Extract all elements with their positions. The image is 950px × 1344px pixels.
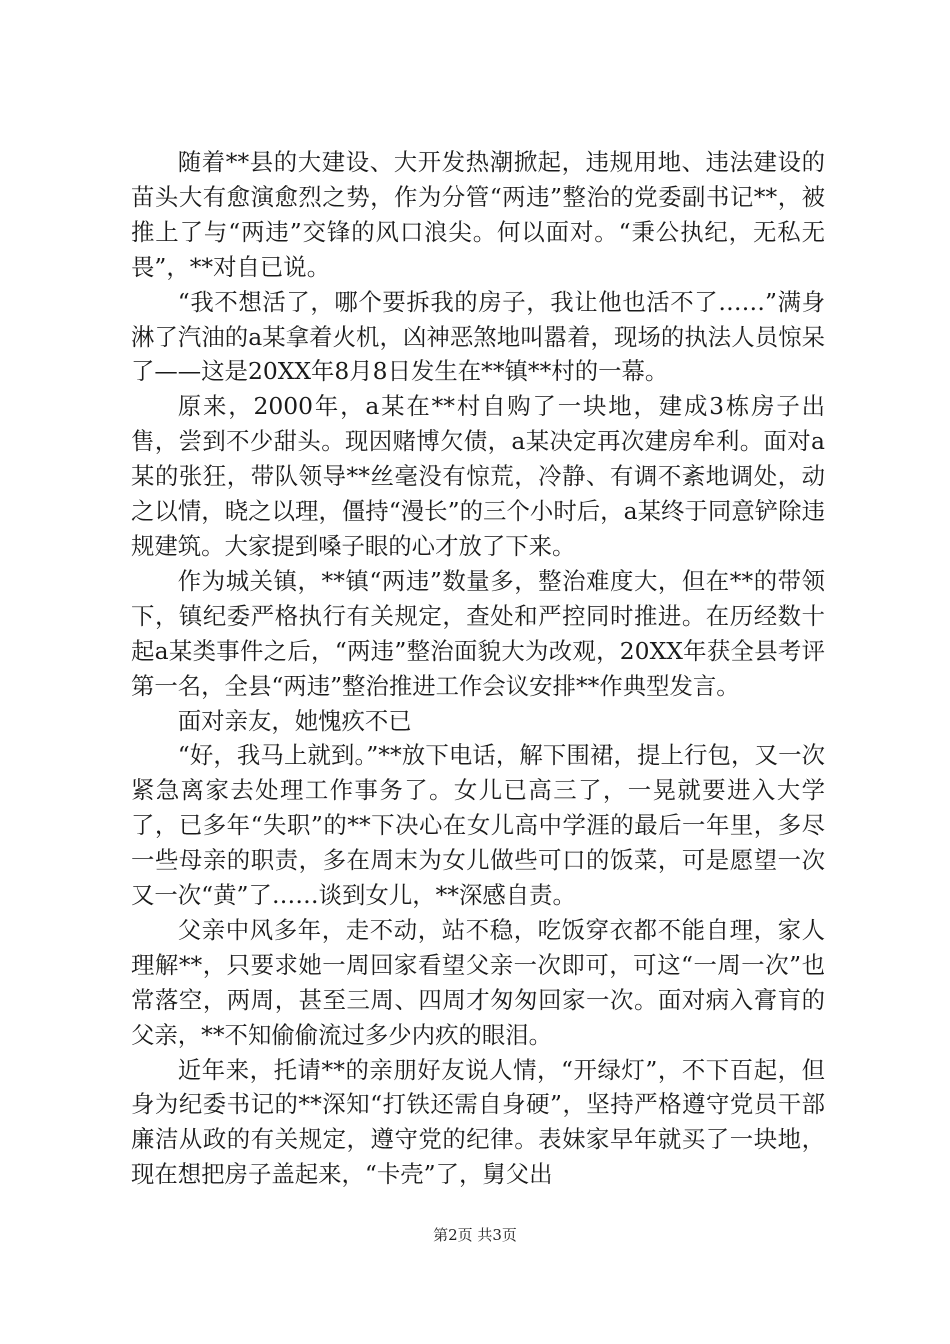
document-body: [131, 145, 825, 1192]
page-number-footer: 第2页 共3页: [433, 1226, 517, 1244]
paragraph: 父亲中风多年，走不动，站不稳，吃饭穿衣都不能自理，家人理解**，只要求她一周回家看望父亲一次即可，可这“一周一次”也常落空，两周，甚至三周、四周才匆匆回家一次。面对病入膏肓的父亲，**不知偷偷流过多少内疚的眼泪。: [131, 915, 825, 1049]
paragraph: 作为城关镇，**镇“两违”数量多，整治难度大，但在**的带领下，镇纪委严格执行有关规定，查处和严控同时推进。在历经数十起a某类事件之后，“两违”整治面貌大为改观，20XX年获全县考评第一名，全县“两违”整治推进工作会议安排**作典型发言。: [131, 566, 825, 700]
paragraph: “我不想活了，哪个要拆我的房子，我让他也活不了……”满身淋了汽油的a某拿着火机，凶神恶煞地叫嚣着，现场的执法人员惊呆了——这是20XX年8月8日发生在**镇**村的一幕。: [131, 287, 825, 386]
section-heading: 面对亲友，她愧疚不已: [177, 706, 412, 735]
paragraph: 原来，2000年，a某在**村自购了一块地，建成3栋房子出售，尝到不少甜头。现因赌博欠债，a某决定再次建房牟利。面对a某的张狂，带队领导**丝毫没有惊荒，冷静、有调不紊地调处，动之以情，晓之以理，僵持“漫长”的三个小时后，a某终于同意铲除违规建筑。大家提到嗓子眼的心才放了下来。: [131, 392, 825, 560]
paragraph: 近年来，托请**的亲朋好友说人情，“开绿灯”，不下百起，但身为纪委书记的**深知“打铁还需自身硬”，坚持严格遵守党员干部廉洁从政的有关规定，遵守党的纪律。表妹家早年就买了一块地，现在想把房子盖起来，“卡壳”了，舅父出: [131, 1055, 825, 1189]
paragraph: 随着**县的大建设、大开发热潮掀起，违规用地、违法建设的苗头大有愈演愈烈之势，作为分管“两违”整治的党委副书记**，被推上了与“两违”交锋的风口浪尖。何以面对。“秉公执纪，无私无畏”，**对自已说。: [131, 148, 825, 281]
paragraph: “好，我马上就到。”**放下电话，解下围裙，提上行包，又一次紧急离家去处理工作事务了。女儿已高三了，一晃就要进入大学了，已多年“失职”的**下决心在女儿高中学涯的最后一年里，多尽一些母亲的职责，多在周末为女儿做些可口的饭菜，可是愿望一次又一次“黄”了……谈到女儿，**深感自责。: [131, 741, 825, 910]
